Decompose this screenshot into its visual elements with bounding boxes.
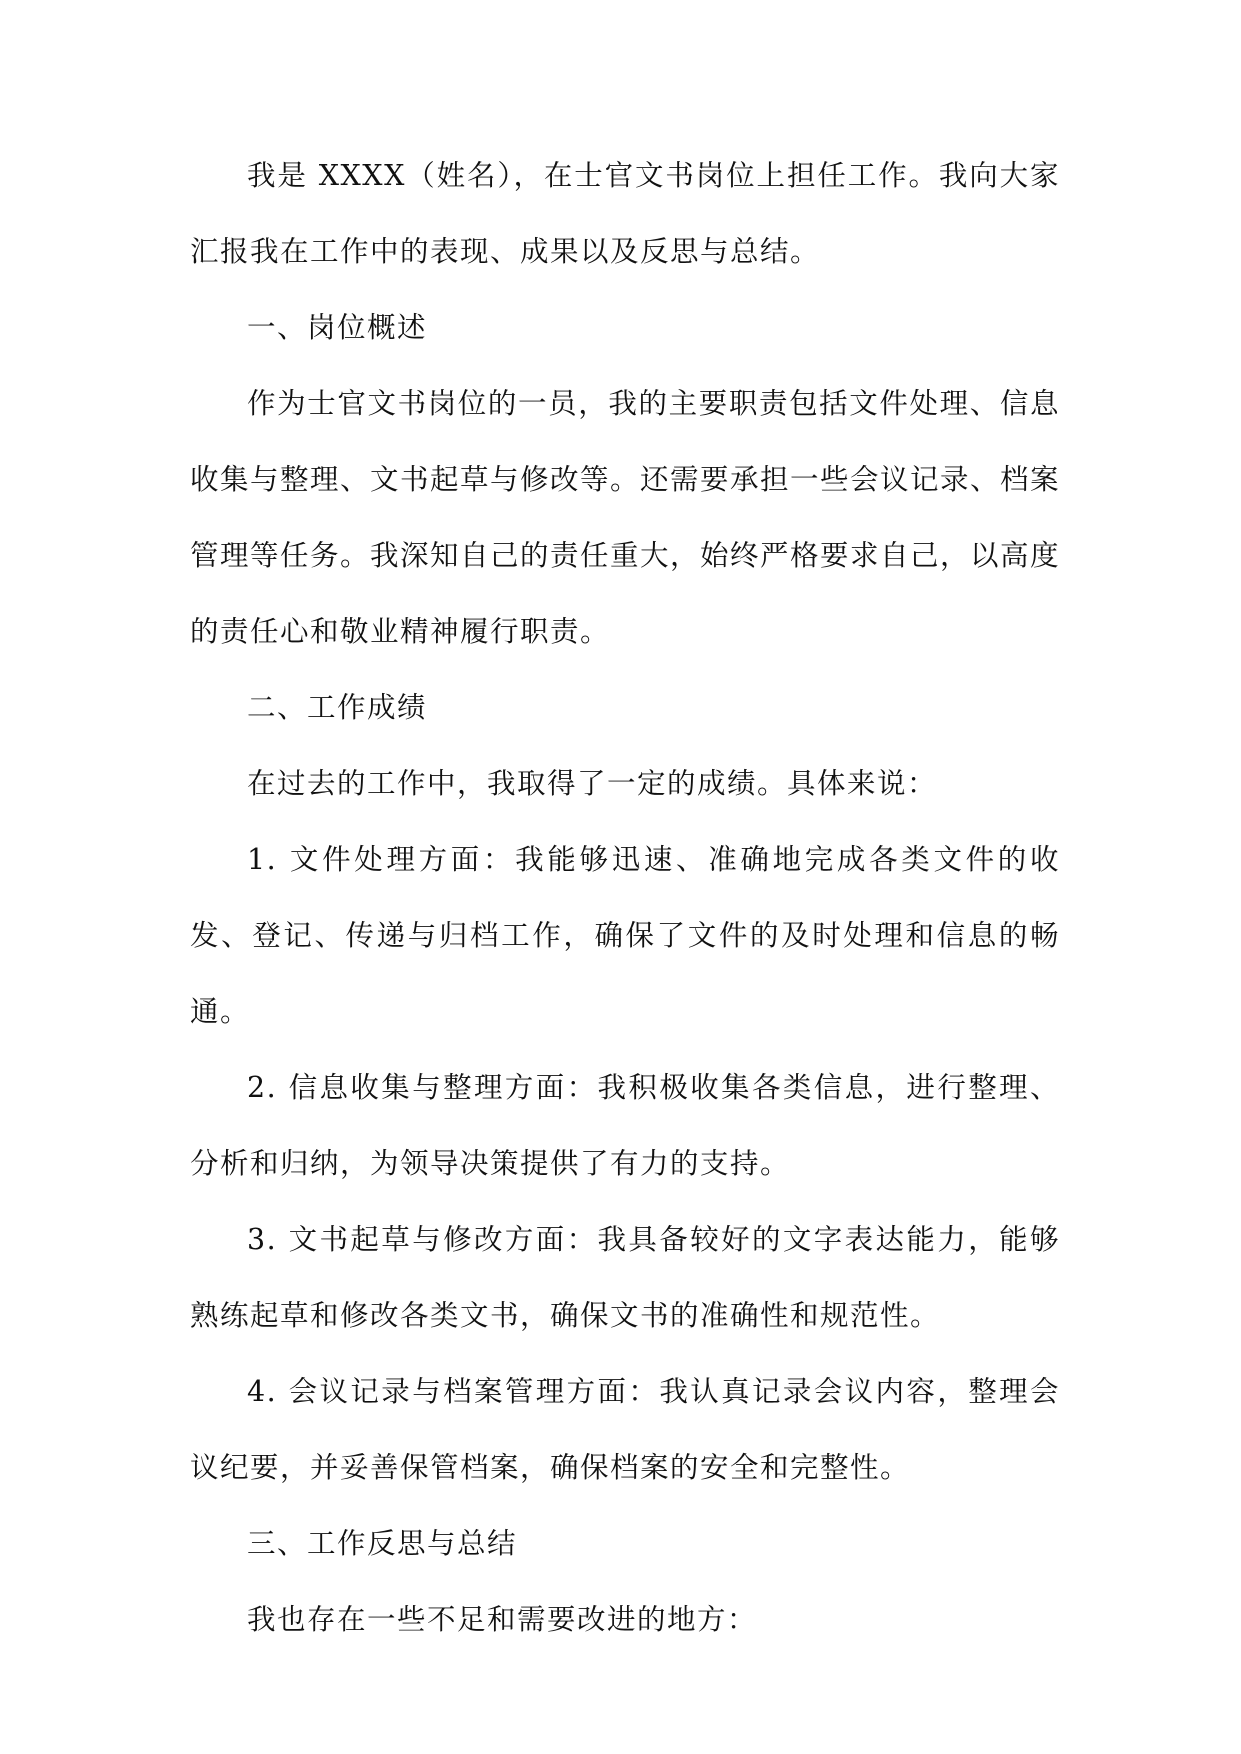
duties-paragraph: 作为士官文书岗位的一员，我的主要职责包括文件处理、信息收集与整理、文书起草与修改等。还需要承担一些会议记录、档案管理等任务。我深知自己的责任重大，始终严格要求自己，以高度的责任心和敬业精神履行职责。: [190, 387, 1061, 648]
intro-paragraph: 我是 XXXX（姓名），在士官文书岗位上担任工作。我向大家汇报我在工作中的表现、成果以及反思与总结。: [190, 159, 1060, 268]
section-heading-1: 一、岗位概述: [247, 311, 428, 344]
achievement-item-3: 3. 文书起草与修改方面：我具备较好的文字表达能力，能够熟练起草和修改各类文书，确保文书的准确性和规范性。: [190, 1223, 1060, 1332]
section-heading-3: 三、工作反思与总结: [247, 1527, 518, 1560]
achievements-intro: 在过去的工作中，我取得了一定的成绩。具体来说：: [247, 767, 938, 800]
reflection-intro: 我也存在一些不足和需要改进的地方：: [247, 1603, 758, 1636]
achievement-item-1: 1. 文件处理方面：我能够迅速、准确地完成各类文件的收发、登记、传递与归档工作，确保了文件的及时处理和信息的畅通。: [190, 843, 1060, 1028]
document-body: [190, 138, 1060, 1658]
achievement-item-2: 2. 信息收集与整理方面：我积极收集各类信息，进行整理、分析和归纳，为领导决策提供了有力的支持。: [190, 1071, 1060, 1180]
achievement-item-4: 4. 会议记录与档案管理方面：我认真记录会议内容，整理会议纪要，并妥善保管档案，确保档案的安全和完整性。: [190, 1375, 1060, 1484]
section-heading-2: 二、工作成绩: [247, 691, 428, 724]
